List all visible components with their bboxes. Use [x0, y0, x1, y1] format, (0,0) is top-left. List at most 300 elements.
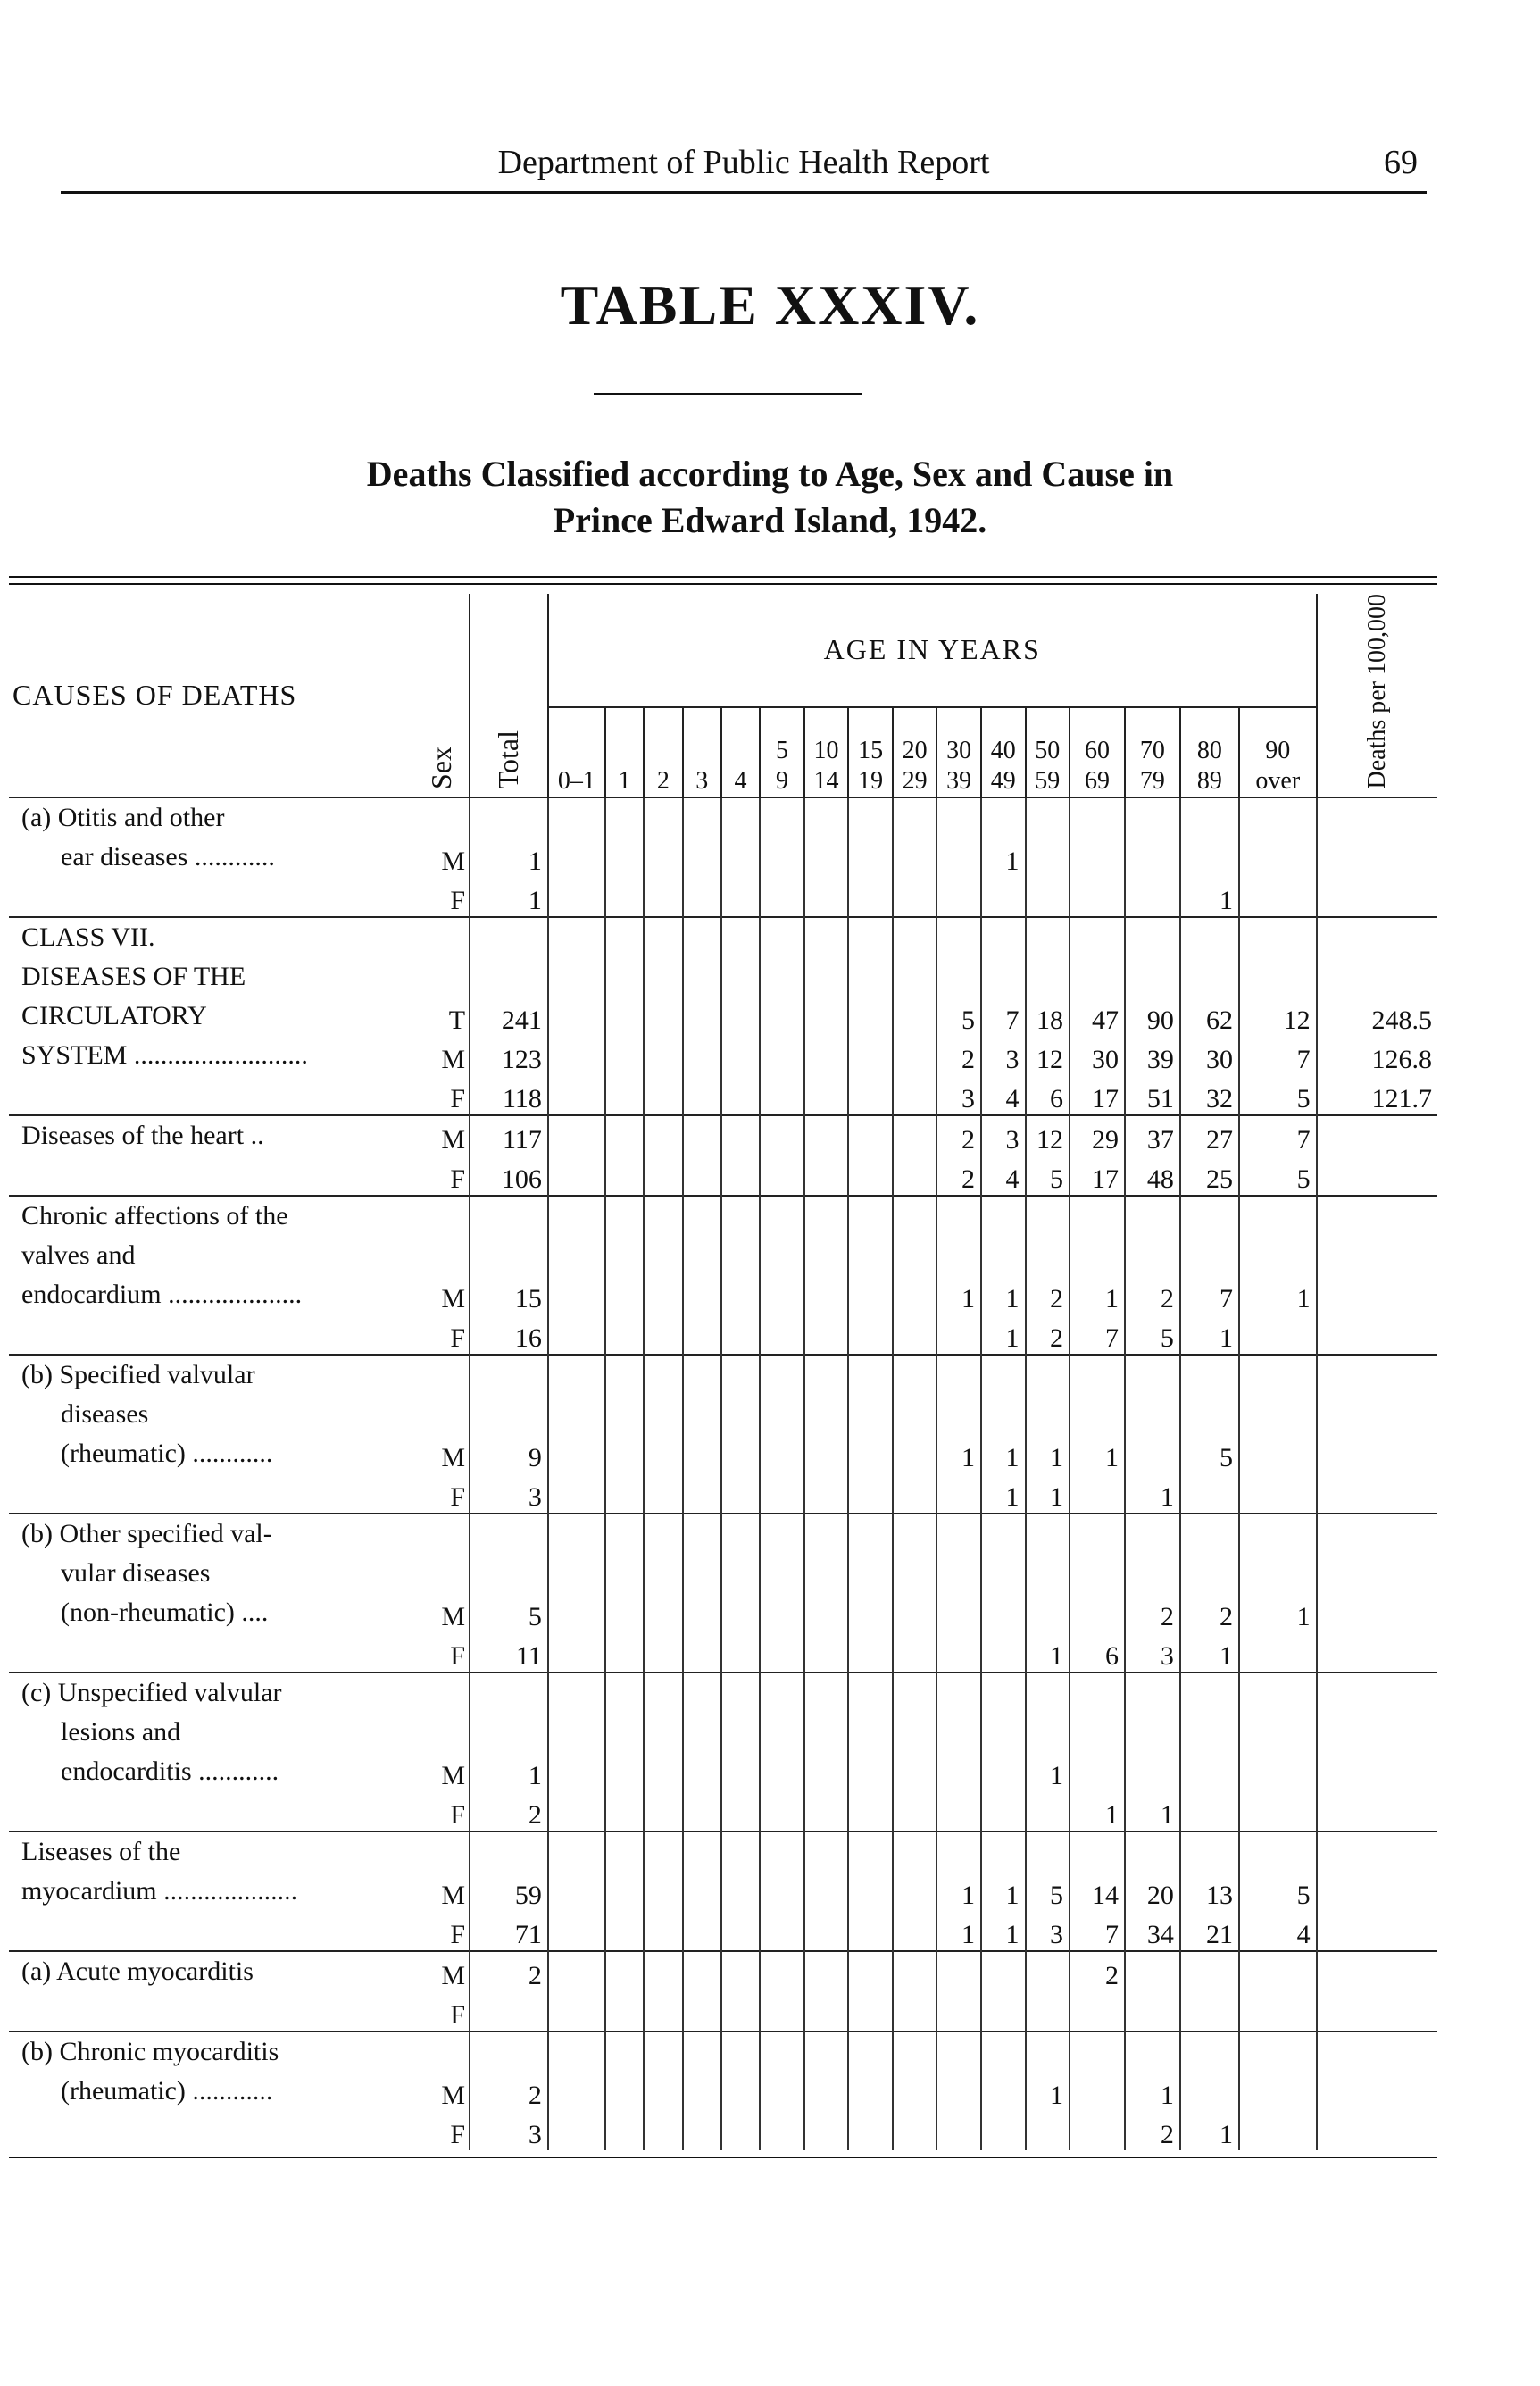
sex-cell: F [450, 1919, 466, 1949]
age-count-cell [683, 1473, 721, 1514]
age-count-cell [721, 797, 760, 838]
age-count-cell [848, 1314, 893, 1355]
age-count-cell [644, 1951, 682, 1991]
age-count-cell [1125, 1713, 1180, 1752]
age-count-cell [804, 797, 849, 838]
age-range-start: 10 [813, 736, 839, 764]
age-count-cell [848, 877, 893, 917]
rate-cell [1317, 1196, 1437, 1236]
age-count-cell [683, 2072, 721, 2111]
age-count-cell [1125, 1514, 1180, 1554]
rate-cell [1317, 1632, 1437, 1673]
age-count-cell: 2 [936, 1036, 981, 1075]
sex-cell: M [441, 1044, 466, 1074]
sex-cell: M [441, 1601, 466, 1631]
age-count-cell [605, 1752, 644, 1791]
age-count-cell [893, 2111, 937, 2150]
sex-cell: F [450, 1999, 466, 2030]
rate-cell [1317, 1713, 1437, 1752]
sex-header-label: Sex [425, 746, 458, 789]
age-count-cell [848, 2031, 893, 2072]
age-count-cell [1125, 1991, 1180, 2031]
age-count-cell: 1 [1125, 1791, 1180, 1831]
age-count-cell [760, 1196, 804, 1236]
age-count-cell [1070, 797, 1125, 838]
rate-cell [1317, 1673, 1437, 1713]
age-count-cell [804, 1991, 849, 2031]
table-row [9, 1355, 1437, 1395]
age-count-cell [1125, 1673, 1180, 1713]
age-count-cell [760, 1831, 804, 1872]
age-count-cell: 1 [1125, 1473, 1180, 1514]
age-count-cell [981, 2031, 1026, 2072]
age-count-cell [644, 1115, 682, 1155]
age-count-cell [605, 1434, 644, 1473]
sex-header [414, 594, 470, 797]
total-cell [470, 1395, 548, 1434]
table-row [9, 2031, 1437, 2072]
age-count-cell [548, 917, 605, 957]
age-count-cell [1180, 1514, 1239, 1554]
age-count-cell: 4 [981, 1155, 1026, 1196]
sex-cell: M [441, 846, 466, 876]
age-count-cell [936, 1593, 981, 1632]
total-cell [470, 797, 548, 838]
age-count-cell [644, 1196, 682, 1236]
age-count-cell [1125, 1554, 1180, 1593]
age-count-cell [848, 838, 893, 877]
age-count-cell [848, 1075, 893, 1115]
table-row [9, 1554, 1437, 1593]
age-count-cell [1026, 838, 1070, 877]
age-count-cell [683, 1075, 721, 1115]
age-count-cell [1180, 1395, 1239, 1434]
age-count-cell [1125, 1831, 1180, 1872]
age-count-cell [721, 2111, 760, 2150]
age-count-cell: 12 [1026, 1036, 1070, 1075]
table-row [9, 1673, 1437, 1713]
age-count-cell [981, 2072, 1026, 2111]
cause-cell: (rheumatic) ............ [61, 1438, 273, 1468]
age-count-cell [893, 1155, 937, 1196]
age-count-cell [1180, 1991, 1239, 2031]
age-count-cell [936, 1673, 981, 1713]
age-count-cell [936, 797, 981, 838]
age-count-cell [848, 1632, 893, 1673]
sex-cell [414, 1673, 470, 1713]
total-cell [470, 2031, 548, 2072]
age-count-cell: 3 [936, 1075, 981, 1115]
age-count-cell [981, 1673, 1026, 1713]
age-count-cell [981, 2111, 1026, 2150]
age-count-cell [936, 1314, 981, 1355]
age-count-cell: 5 [1239, 1075, 1317, 1115]
rate-cell [1317, 1991, 1437, 2031]
age-count-cell [981, 1713, 1026, 1752]
age-count-cell [760, 1514, 804, 1554]
age-count-cell [683, 2031, 721, 2072]
age-count-cell [548, 2031, 605, 2072]
age-count-cell [936, 1236, 981, 1275]
table-row [9, 1752, 1437, 1791]
age-count-cell [804, 1514, 849, 1554]
table-row [9, 1036, 1437, 1075]
age-count-cell [981, 797, 1026, 838]
age-count-cell [848, 1514, 893, 1554]
age-count-cell [1125, 1434, 1180, 1473]
age-count-cell [848, 1554, 893, 1593]
age-count-cell [893, 957, 937, 997]
age-count-cell [1180, 2031, 1239, 2072]
deaths-table [9, 594, 1437, 2150]
age-count-cell [644, 1593, 682, 1632]
age-count-cell: 34 [1125, 1911, 1180, 1951]
age-count-cell [644, 917, 682, 957]
age-count-cell [893, 2031, 937, 2072]
age-count-cell [644, 1395, 682, 1434]
age-count-cell [548, 1991, 605, 2031]
age-count-cell: 1 [1180, 1314, 1239, 1355]
age-count-cell [605, 1314, 644, 1355]
table-row [9, 1593, 1437, 1632]
rate-cell [1317, 1314, 1437, 1355]
age-count-cell [683, 2111, 721, 2150]
sex-cell: M [441, 1283, 466, 1314]
cause-cell: Liseases of the [9, 1831, 414, 1872]
age-range-end: 39 [946, 766, 972, 795]
age-count-cell [1125, 838, 1180, 877]
total-header-label: Total [492, 730, 525, 789]
age-count-cell: 7 [981, 997, 1026, 1036]
age-count-cell [605, 1554, 644, 1593]
cause-cell: (b) Chronic myocarditis [9, 2031, 414, 2072]
age-count-cell [936, 1632, 981, 1673]
age-count-cell [644, 1791, 682, 1831]
age-count-cell [893, 2072, 937, 2111]
age-count-cell [1239, 1355, 1317, 1395]
age-count-cell [1070, 1991, 1125, 2031]
age-count-cell: 7 [1070, 1911, 1125, 1951]
total-cell [470, 1554, 548, 1593]
age-count-cell [721, 917, 760, 957]
age-range-start [549, 736, 604, 766]
age-count-cell [760, 1632, 804, 1673]
age-count-cell [1125, 1355, 1180, 1395]
age-count-cell [1125, 2031, 1180, 2072]
age-count-cell: 2 [1125, 1593, 1180, 1632]
age-count-cell [760, 2072, 804, 2111]
age-count-cell: 7 [1070, 1314, 1125, 1355]
age-column-header [1239, 707, 1317, 797]
age-count-cell [804, 1713, 849, 1752]
rate-cell: 126.8 [1317, 1036, 1437, 1075]
age-column-header [804, 707, 849, 797]
age-count-cell [605, 1831, 644, 1872]
age-count-cell [1026, 2031, 1070, 2072]
age-count-cell: 29 [1070, 1115, 1125, 1155]
age-count-cell [644, 1355, 682, 1395]
age-count-cell [936, 877, 981, 917]
age-count-cell: 5 [1026, 1155, 1070, 1196]
age-count-cell [893, 797, 937, 838]
age-count-cell [981, 1791, 1026, 1831]
age-range-start [606, 736, 643, 766]
total-cell [470, 1196, 548, 1236]
sex-cell [414, 1514, 470, 1554]
age-count-cell: 90 [1125, 997, 1180, 1036]
age-count-cell [760, 2111, 804, 2150]
age-count-cell [548, 1831, 605, 1872]
age-count-cell [548, 1554, 605, 1593]
age-count-cell [893, 1593, 937, 1632]
age-count-cell: 7 [1239, 1036, 1317, 1075]
age-count-cell [644, 1911, 682, 1951]
total-cell [470, 917, 548, 957]
total-cell [470, 1355, 548, 1395]
age-count-cell [893, 1036, 937, 1075]
age-count-cell [1239, 877, 1317, 917]
age-count-cell [1125, 1236, 1180, 1275]
sex-cell [414, 917, 470, 957]
cause-cell [9, 1632, 414, 1673]
age-count-cell [1026, 1355, 1070, 1395]
age-count-cell [804, 1831, 849, 1872]
cause-cell: (non-rheumatic) .... [61, 1597, 269, 1627]
age-count-cell [893, 838, 937, 877]
age-count-cell [548, 1791, 605, 1831]
age-count-cell [1239, 838, 1317, 877]
age-count-cell: 1 [1070, 1791, 1125, 1831]
total-cell [470, 1991, 548, 2031]
age-count-cell [1026, 1196, 1070, 1236]
age-count-cell [804, 1911, 849, 1951]
age-count-cell [760, 1991, 804, 2031]
age-count-cell [804, 1075, 849, 1115]
age-count-cell [936, 2072, 981, 2111]
age-count-cell [548, 2072, 605, 2111]
age-count-cell [1125, 1395, 1180, 1434]
age-count-cell [804, 1036, 849, 1075]
age-count-cell: 20 [1125, 1872, 1180, 1911]
age-count-cell [644, 1673, 682, 1713]
age-count-cell [760, 1075, 804, 1115]
age-count-cell [548, 1075, 605, 1115]
age-count-cell: 2 [1180, 1593, 1239, 1632]
sex-cell: M [441, 1760, 466, 1790]
age-count-cell [721, 997, 760, 1036]
table-row [9, 1713, 1437, 1752]
age-column-header [605, 707, 644, 797]
age-count-cell [981, 1831, 1026, 1872]
table-bottom-rule [9, 2157, 1437, 2158]
age-count-cell [605, 1036, 644, 1075]
age-count-cell: 32 [1180, 1075, 1239, 1115]
age-count-cell [548, 1355, 605, 1395]
table-row [9, 2111, 1437, 2150]
age-count-cell [721, 1831, 760, 1872]
cause-cell: SYSTEM .......................... [21, 1039, 308, 1070]
age-count-cell [760, 1713, 804, 1752]
age-count-cell [981, 1236, 1026, 1275]
age-count-cell [893, 1434, 937, 1473]
age-count-cell: 1 [1125, 2072, 1180, 2111]
rate-header-label: Deaths per 100,000 [1362, 594, 1391, 789]
age-count-cell: 1 [981, 1275, 1026, 1314]
age-count-cell: 1 [1070, 1275, 1125, 1314]
table-row [9, 1434, 1437, 1473]
sex-cell: F [450, 2119, 466, 2149]
age-count-cell [605, 957, 644, 997]
age-range-start: 90 [1265, 736, 1291, 764]
age-count-cell [760, 1236, 804, 1275]
age-count-cell: 39 [1125, 1036, 1180, 1075]
age-count-cell: 1 [936, 1275, 981, 1314]
age-count-cell [1180, 1673, 1239, 1713]
age-count-cell [936, 957, 981, 997]
age-count-cell: 37 [1125, 1115, 1180, 1155]
age-count-cell [721, 877, 760, 917]
table-row [9, 1275, 1437, 1314]
total-cell: 3 [470, 1473, 548, 1514]
age-range-end: 1 [618, 766, 631, 795]
age-count-cell [1239, 2031, 1317, 2072]
page-number: 69 [1384, 144, 1418, 181]
age-count-cell [893, 1791, 937, 1831]
age-range-start: 15 [858, 736, 884, 764]
age-count-cell [644, 877, 682, 917]
age-count-cell [683, 838, 721, 877]
age-count-cell [1180, 1752, 1239, 1791]
age-range-start [645, 736, 681, 766]
age-count-cell [848, 997, 893, 1036]
age-count-cell [721, 2031, 760, 2072]
age-in-years-header: AGE IN YEARS [548, 594, 1317, 707]
age-count-cell: 51 [1125, 1075, 1180, 1115]
cause-cell [9, 1155, 414, 1196]
age-count-cell [848, 2072, 893, 2111]
age-count-cell [683, 797, 721, 838]
age-count-cell [936, 1473, 981, 1514]
age-count-cell [1070, 1355, 1125, 1395]
age-count-cell: 1 [981, 1872, 1026, 1911]
age-count-cell [893, 1314, 937, 1355]
age-count-cell [760, 1593, 804, 1632]
age-count-cell [548, 877, 605, 917]
age-count-cell [804, 1554, 849, 1593]
running-head: Department of Public Health Report [497, 144, 990, 181]
age-count-cell [683, 1514, 721, 1554]
age-count-cell [848, 2111, 893, 2150]
table-row [9, 1632, 1437, 1673]
age-count-cell [548, 1395, 605, 1434]
sex-cell [414, 1355, 470, 1395]
age-count-cell [848, 1673, 893, 1713]
age-count-cell [804, 1791, 849, 1831]
sex-cell: F [450, 1083, 466, 1114]
rate-cell [1317, 957, 1437, 997]
age-count-cell [1180, 1236, 1239, 1275]
age-count-cell [893, 1473, 937, 1514]
age-count-cell [848, 1355, 893, 1395]
age-range-end: 3 [695, 766, 709, 795]
age-count-cell [1180, 1791, 1239, 1831]
age-count-cell [683, 957, 721, 997]
age-column-header [683, 707, 721, 797]
cause-cell: diseases [61, 1398, 149, 1429]
age-range-start: 30 [946, 736, 972, 764]
age-count-cell [1070, 1831, 1125, 1872]
age-count-cell [644, 1514, 682, 1554]
age-count-cell [1239, 1673, 1317, 1713]
sex-cell: F [450, 1799, 466, 1830]
age-count-cell [721, 1872, 760, 1911]
table-subtitle [0, 451, 1540, 544]
age-count-cell [1239, 1473, 1317, 1514]
age-count-cell [1239, 1991, 1317, 2031]
table-row [9, 997, 1437, 1036]
age-range-start: 20 [902, 736, 928, 764]
age-count-cell: 5 [1125, 1314, 1180, 1355]
age-count-cell [936, 1554, 981, 1593]
age-count-cell [1239, 1514, 1317, 1554]
age-count-cell [760, 797, 804, 838]
age-count-cell [548, 1911, 605, 1951]
age-count-cell [644, 1632, 682, 1673]
age-count-cell [548, 1673, 605, 1713]
age-count-cell [893, 1713, 937, 1752]
age-count-cell [1239, 957, 1317, 997]
age-count-cell [936, 2111, 981, 2150]
age-count-cell [548, 1713, 605, 1752]
age-count-cell [760, 2031, 804, 2072]
age-count-cell [1026, 1514, 1070, 1554]
age-count-cell [721, 1314, 760, 1355]
age-count-cell [721, 1355, 760, 1395]
age-count-cell [760, 1355, 804, 1395]
sex-cell: T [448, 1005, 466, 1035]
age-count-cell [760, 957, 804, 997]
rate-cell [1317, 1872, 1437, 1911]
age-count-cell [804, 997, 849, 1036]
age-count-cell [893, 997, 937, 1036]
age-count-cell [936, 1196, 981, 1236]
age-count-cell: 1 [1026, 1752, 1070, 1791]
sex-cell [414, 797, 470, 838]
age-column-header [548, 707, 605, 797]
age-count-cell [981, 1951, 1026, 1991]
age-range-start: 80 [1196, 736, 1222, 764]
age-count-cell [683, 1632, 721, 1673]
age-count-cell [760, 1791, 804, 1831]
rate-cell [1317, 1115, 1437, 1155]
total-cell: 9 [470, 1434, 548, 1473]
page-header [61, 143, 1427, 194]
age-count-cell [936, 1831, 981, 1872]
age-count-cell [683, 1752, 721, 1791]
age-count-cell [721, 1911, 760, 1951]
age-count-cell [1070, 1395, 1125, 1434]
cause-cell: CLASS VII. [9, 917, 414, 957]
age-count-cell [644, 1434, 682, 1473]
age-count-cell: 1 [1180, 877, 1239, 917]
age-count-cell [548, 797, 605, 838]
age-count-cell [1180, 2072, 1239, 2111]
age-count-cell [936, 917, 981, 957]
age-count-cell [721, 1075, 760, 1115]
table-row [9, 1514, 1437, 1554]
age-count-cell: 2 [936, 1155, 981, 1196]
age-count-cell [683, 1155, 721, 1196]
